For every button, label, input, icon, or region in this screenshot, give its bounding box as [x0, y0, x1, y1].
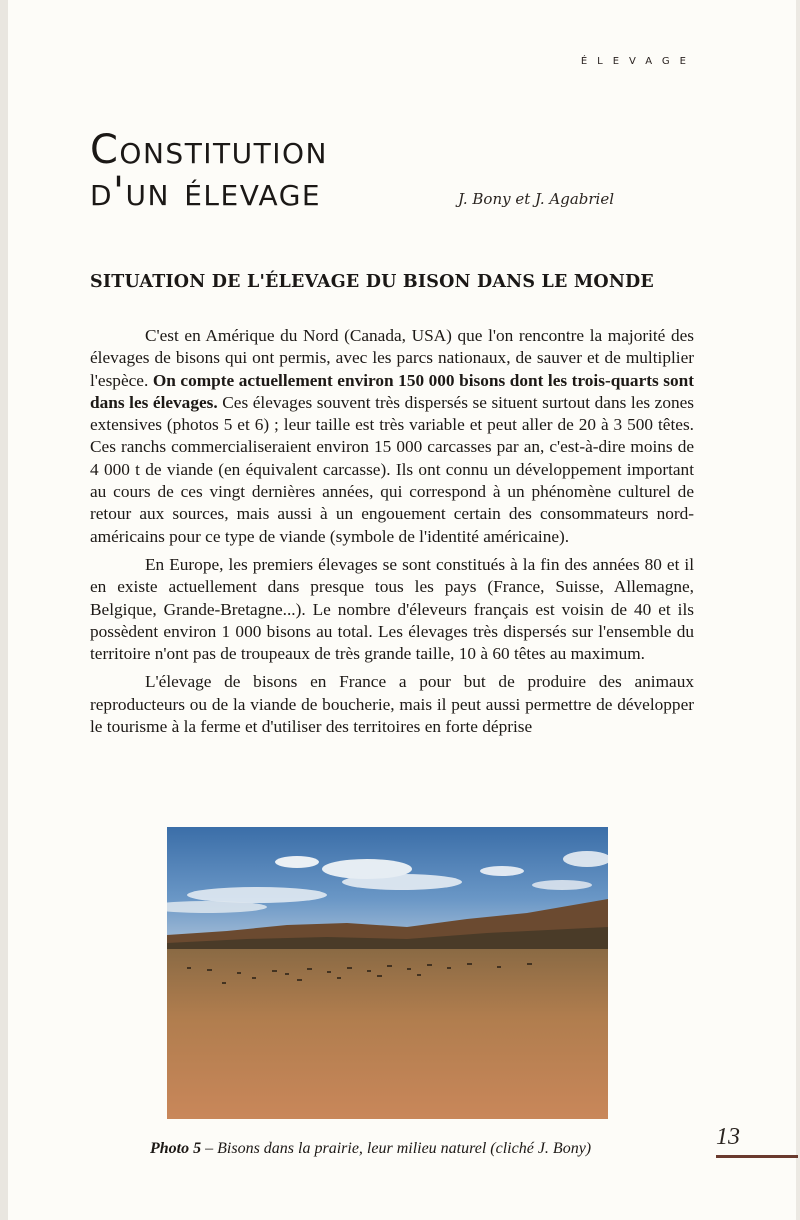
page-edge-right	[796, 0, 800, 1220]
paragraph-1-bold: On compte actuellement environ 150 000 bisons dont les trois-quarts sont dans les élevages.	[90, 370, 694, 412]
paragraph-1-text-a: C'est en Amérique du Nord (Canada, USA) que l'on rencontre la majorité des élevages de bisons qui ont permis, avec les parcs nationaux, de sauver et de multiplier l'espèce.	[90, 326, 694, 390]
page-edge-left	[0, 0, 8, 1220]
section-heading: SITUATION DE L'ÉLEVAGE DU BISON DANS LE MONDE	[90, 272, 654, 292]
caption-separator: –	[201, 1140, 218, 1157]
paragraph-3: L'élevage de bisons en France a pour but de produire des animaux reproducteurs ou de la viande de boucherie, mais il peut aussi permettre de développer le tourisme à la ferme et d'utiliser des territoires en forte déprise	[90, 672, 694, 737]
caption-label: Photo 5	[150, 1140, 202, 1157]
page-number: 13	[716, 1124, 740, 1150]
paragraph-1-text-b: Ces élevages souvent très dispersés se situent surtout dans les zones extensives (photos 5 et 6) ; leur taille est très variable et peut aller de 20 à 3 500 têtes. Ces ranchs commercialiseraient environ 15 000 carcasses par an, c'est-à-dire moins de 4 000 t de viande (en équivalent carcasse). Ils ont connu un développement important au cours de ces vingt dernières années, qui correspond à un phénomène culturel de retour aux sources, mais aussi à un engouement certain des consommateurs nord-américains pour ce type de viande (symbole de l'identité américaine).	[90, 392, 694, 546]
photo-illustration	[167, 827, 608, 1119]
page-number-rule	[716, 1155, 798, 1158]
title-line-1: Constitution	[90, 127, 328, 173]
paragraph-2: En Europe, les premiers élevages se sont constitués à la fin des années 80 et il en existe actuellement dans presque tous les pays (France, Suisse, Allemagne, Belgique, Grande-Bretagne...). Le nombre d'éleveurs français est voisin de 40 et ils possèdent environ 1 000 bisons au total. Les élevages très dispersés sur l'ensemble du territoire n'ont pas de troupeaux de très grande taille, 10 à 60 têtes au maximum.	[90, 554, 694, 664]
title-line-2: d'un élevage	[90, 169, 322, 215]
body-text	[90, 325, 694, 744]
photo-bison-prairie	[167, 827, 608, 1119]
photo-caption	[150, 1140, 591, 1158]
caption-text: Bisons dans la prairie, leur milieu naturel (cliché J. Bony)	[217, 1140, 592, 1157]
paragraph-1	[90, 325, 694, 548]
running-head: ÉLEVAGE	[580, 56, 696, 67]
authors: J. Bony et J. Agabriel	[458, 190, 615, 208]
article-title	[90, 127, 328, 215]
